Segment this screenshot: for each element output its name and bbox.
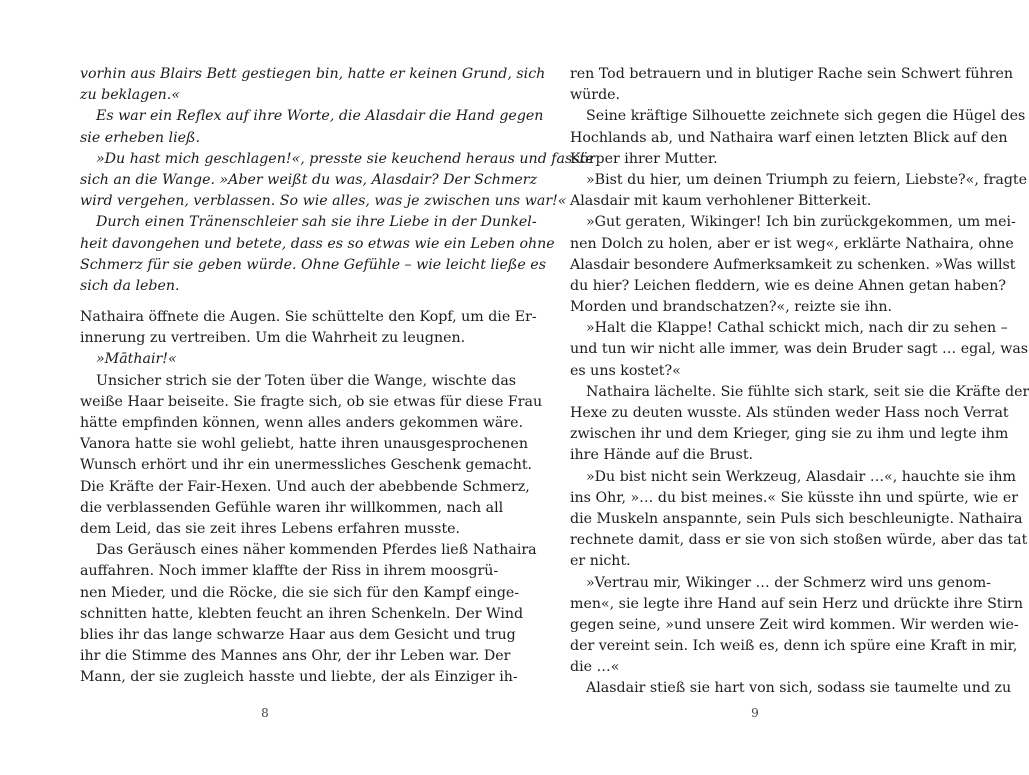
text-line: hätte empfinden können, wenn alles anders gekommen wäre. [80, 415, 524, 431]
text-line: Nathaira öffnete die Augen. Sie schüttelte den Kopf, um die Er- [80, 309, 537, 326]
page-number: 8 [261, 706, 269, 720]
text-line: sie erheben ließ. [80, 129, 201, 146]
text-line: vorhin aus Blairs Bett gestiegen bin, hatte er keinen Grund, sich [80, 66, 546, 82]
text-line: es uns kostet?« [570, 362, 681, 379]
text-line: Körper ihrer Mutter. [570, 150, 718, 167]
text-line: zu beklagen.« [80, 87, 180, 104]
text-line: sich da leben. [80, 277, 180, 294]
left-page-text [80, 64, 594, 688]
text-line: »Bist du hier, um deinen Triumph zu feiern, Liebste?«, fragte [586, 171, 1028, 188]
text-line: Hochlands ab, und Nathaira warf einen letzten Blick auf den [570, 129, 1008, 146]
text-line: Alasdair mit kaum verhohlener Bitterkeit. [570, 193, 872, 210]
text-line: Es war ein Reflex auf ihre Worte, die Alasdair die Hand gegen [96, 108, 544, 125]
text-line: Seine kräftige Silhouette zeichnete sich gegen die Hügel des [586, 108, 1026, 125]
right-page [510, 0, 1029, 775]
text-line: die Muskeln anspannte, sein Puls sich beschleunigte. Nathaira [570, 510, 1023, 527]
text-line: und tun wir nicht alle immer, was dein Bruder sagt … egal, was [570, 341, 1029, 358]
text-line: »Vertrau mir, Wikinger … der Schmerz wird uns genom- [586, 574, 991, 591]
text-line: Das Geräusch eines näher kommenden Pferdes ließ Nathaira [96, 542, 537, 559]
right-page-text [570, 64, 1029, 700]
text-line: ins Ohr, »… du bist meines.« Sie küsste ihn und spürte, wie er [570, 489, 1019, 506]
text-line: »Halt die Klappe! Cathal schickt mich, nach dir zu sehen – [586, 320, 1008, 337]
text-line: ihr die Stimme des Mannes ans Ohr, der ihr Leben war. Der [80, 648, 511, 665]
text-line: »Du hast mich geschlagen!«, presste sie keuchend heraus und fasste [96, 150, 594, 167]
text-line: ihre Hände auf die Brust. [570, 447, 754, 464]
text-line: heit davongehen und betete, dass es so etwas wie ein Leben ohne [80, 235, 555, 252]
text-line: nen Dolch zu holen, aber er ist weg«, erklärte Nathaira, ohne [570, 235, 1014, 252]
text-line: auffahren. Noch immer klaffte der Riss in ihrem moosgrü- [80, 563, 499, 580]
text-line: rechnete damit, dass er sie von sich stoßen würde, aber das tat [570, 532, 1028, 549]
text-line: Morden und brandschatzen?«, reizte sie ihn. [570, 299, 893, 316]
text-line: die …« [570, 659, 620, 676]
text-line: Durch einen Tränenschleier sah sie ihre Liebe in der Dunkel- [96, 214, 537, 231]
text-line: nen Mieder, und die Röcke, die sie sich für den Kampf einge- [80, 584, 520, 601]
text-line: Wunsch erhört und ihr ein unermessliches Geschenk gemacht. [80, 457, 533, 474]
text-line: er nicht. [570, 553, 631, 570]
text-line: Hexe zu deuten wusste. Als stünden weder Hass noch Verrat [570, 405, 1009, 421]
page-number: 9 [751, 706, 759, 720]
text-line: ren Tod betrauern und in blutiger Rache sein Schwert führen [570, 66, 1014, 82]
text-line: zwischen ihr und dem Krieger, ging sie zu ihm und legte ihm [570, 426, 1009, 443]
text-line: Alasdair stieß sie hart von sich, sodass sie taumelte und zu [586, 680, 1012, 697]
text-line: der vereint sein. Ich weiß es, denn ich spüre eine Kraft in mir, [570, 638, 1018, 655]
text-line: innerung zu vertreiben. Um die Wahrheit zu leugnen. [80, 330, 466, 347]
text-line: blies ihr das lange schwarze Haar aus dem Gesicht und trug [80, 626, 516, 643]
text-line: »Gut geraten, Wikinger! Ich bin zurückgekommen, um mei- [586, 214, 1016, 231]
text-line: »Du bist nicht sein Werkzeug, Alasdair …«, hauchte sie ihm [586, 468, 1017, 485]
text-line: Vanora hatte sie wohl geliebt, hatte ihren unausgesprochenen [80, 436, 528, 453]
text-line: Schmerz für sie geben würde. Ohne Gefühle – wie leicht ließe es [80, 256, 546, 273]
text-line: schnitten hatte, klebten feucht an ihren Schenkeln. Der Wind [80, 605, 524, 622]
text-line: »Māthair!« [96, 351, 177, 368]
text-line: du hier? Leichen fleddern, wie es deine Ahnen getan haben? [570, 277, 1007, 294]
text-line: weiße Haar beiseite. Sie fragte sich, ob sie etwas für diese Frau [80, 393, 543, 410]
text-line: die verblassenden Gefühle waren ihr willkommen, nach all [80, 499, 504, 516]
text-line: Mann, der sie zugleich hasste und liebte, der als Einziger ih- [80, 669, 518, 686]
text-line: gegen seine, »und unsere Zeit wird kommen. Wir werden wie- [570, 616, 1019, 633]
text-line: würde. [570, 87, 621, 104]
text-line: Unsicher strich sie der Toten über die Wange, wischte das [96, 372, 517, 389]
text-line: men«, sie legte ihre Hand auf sein Herz und drückte ihre Stirn [570, 595, 1023, 612]
text-line: sich an die Wange. »Aber weißt du was, Alasdair? Der Schmerz [80, 171, 538, 188]
text-line: wird vergehen, verblassen. So wie alles, was je zwischen uns war!« [80, 193, 567, 210]
text-line: Alasdair besondere Aufmerksamkeit zu schenken. »Was willst [570, 256, 1016, 273]
text-line: dem Leid, das sie zeit ihres Lebens erfahren musste. [80, 520, 461, 537]
text-line: Nathaira lächelte. Sie fühlte sich stark, seit sie die Kräfte der [586, 383, 1029, 400]
text-line: Die Kräfte der Fair-Hexen. Und auch der abebbende Schmerz, [80, 478, 530, 495]
section-break [80, 297, 451, 307]
